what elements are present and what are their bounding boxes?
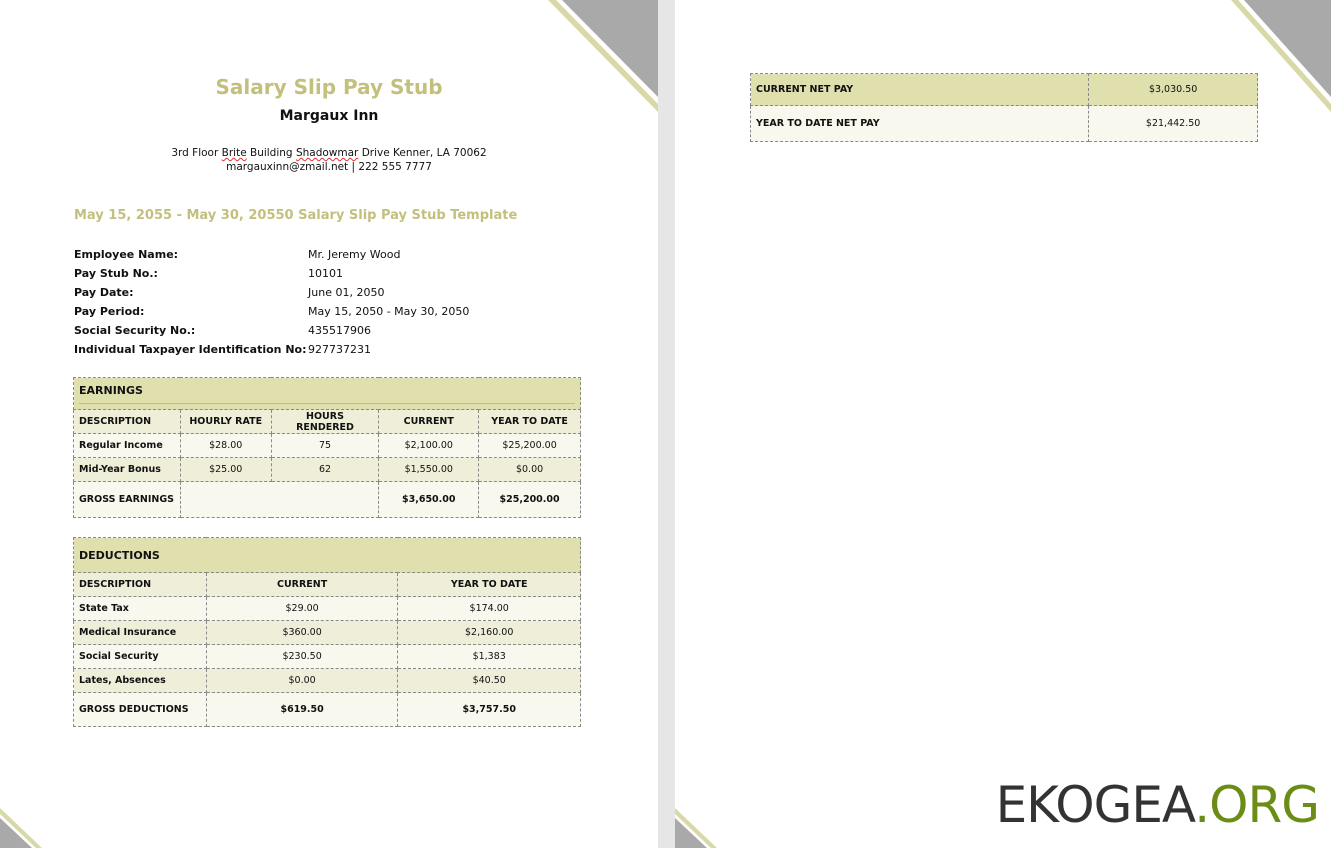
table-row <box>74 645 581 669</box>
info-label: Social Security No.: <box>74 324 196 337</box>
table-cell: Medical Insurance <box>74 621 207 645</box>
table-cell: $1,550.00 <box>379 458 479 482</box>
page-corner-decoration-bottom <box>0 808 45 848</box>
net-pay-row <box>751 74 1258 106</box>
company-contact <box>0 146 658 174</box>
column-header: YEAR TO DATE <box>479 410 581 434</box>
earnings-column-headers <box>74 410 581 434</box>
site-watermark <box>995 776 1319 834</box>
net-pay-value: $3,030.50 <box>1089 74 1258 106</box>
info-label: Employee Name: <box>74 248 179 261</box>
column-header: DESCRIPTION <box>74 410 181 434</box>
net-pay-label: YEAR TO DATE NET PAY <box>751 106 1089 142</box>
info-value: Mr. Jeremy Wood <box>308 248 401 261</box>
document-title: Salary Slip Pay Stub <box>215 75 443 99</box>
table-row <box>74 434 581 458</box>
address-text: Drive Kenner, LA 70062 <box>358 147 487 159</box>
company-email-phone: margauxinn@zmail.net | 222 555 7777 <box>226 161 432 173</box>
table-cell: $360.00 <box>206 621 398 645</box>
info-value: 927737231 <box>308 343 371 356</box>
total-label: GROSS EARNINGS <box>74 482 181 518</box>
earnings-title-text: EARNINGS <box>79 384 575 404</box>
table-cell: $28.00 <box>180 434 271 458</box>
table-cell: 62 <box>271 458 379 482</box>
address-text: 3rd Floor <box>171 147 222 159</box>
info-row <box>74 302 469 321</box>
earnings-table <box>73 377 581 518</box>
table-cell: $0.00 <box>206 669 398 693</box>
earnings-header-row <box>74 378 581 410</box>
info-value: June 01, 2050 <box>308 286 385 299</box>
address-text-spellcheck: Brite <box>221 147 247 159</box>
info-row <box>74 245 469 264</box>
net-pay-label: CURRENT NET PAY <box>751 74 1089 106</box>
earnings-title <box>74 378 581 410</box>
info-label: Pay Stub No.: <box>74 267 158 280</box>
info-label: Individual Taxpayer Identification No: <box>74 343 307 356</box>
column-header: HOURS RENDERED <box>271 410 379 434</box>
column-header: CURRENT <box>379 410 479 434</box>
watermark-suffix: .ORG <box>1194 776 1319 834</box>
info-label: Pay Date: <box>74 286 134 299</box>
info-row <box>74 340 469 359</box>
table-cell: $25,200.00 <box>479 434 581 458</box>
info-label: Pay Period: <box>74 305 145 318</box>
table-row <box>74 597 581 621</box>
info-value: 10101 <box>308 267 343 280</box>
table-cell: State Tax <box>74 597 207 621</box>
table-row <box>74 458 581 482</box>
table-cell: $25.00 <box>180 458 271 482</box>
deductions-total-row <box>74 693 581 727</box>
table-cell: $174.00 <box>398 597 581 621</box>
table-cell: Mid-Year Bonus <box>74 458 181 482</box>
net-pay-table <box>750 73 1258 142</box>
pay-period-heading: May 15, 2055 - May 30, 20550 Salary Slip Pay Stub Template <box>74 208 518 223</box>
table-row <box>74 621 581 645</box>
table-cell: $2,160.00 <box>398 621 581 645</box>
column-header: YEAR TO DATE <box>398 573 581 597</box>
employee-info <box>74 245 469 359</box>
table-cell: $0.00 <box>479 458 581 482</box>
total-current: $3,650.00 <box>379 482 479 518</box>
info-value: 435517906 <box>308 324 371 337</box>
column-header: DESCRIPTION <box>74 573 207 597</box>
total-label: GROSS DEDUCTIONS <box>74 693 207 727</box>
company-name: Margaux Inn <box>279 108 379 124</box>
table-cell: Regular Income <box>74 434 181 458</box>
column-header: CURRENT <box>206 573 398 597</box>
table-cell: $1,383 <box>398 645 581 669</box>
table-cell: Social Security <box>74 645 207 669</box>
table-cell: $29.00 <box>206 597 398 621</box>
total-current: $619.50 <box>206 693 398 727</box>
info-row <box>74 321 469 340</box>
empty-cell <box>180 482 379 518</box>
company-address <box>0 146 658 160</box>
info-row <box>74 264 469 283</box>
table-cell: Lates, Absences <box>74 669 207 693</box>
earnings-total-row <box>74 482 581 518</box>
table-cell: $2,100.00 <box>379 434 479 458</box>
total-ytd: $3,757.50 <box>398 693 581 727</box>
address-text-spellcheck: Shadowmar <box>295 147 359 159</box>
document-page-1 <box>0 0 658 848</box>
page-corner-decoration-bottom <box>675 808 720 848</box>
deductions-column-headers <box>74 573 581 597</box>
watermark-text: EKOGEA <box>995 776 1195 834</box>
table-row <box>74 669 581 693</box>
deductions-header-row <box>74 538 581 573</box>
document-page-2 <box>675 0 1331 848</box>
net-pay-value: $21,442.50 <box>1089 106 1258 142</box>
address-text: Building <box>246 147 296 159</box>
info-value: May 15, 2050 - May 30, 2050 <box>308 305 470 318</box>
table-cell: $230.50 <box>206 645 398 669</box>
column-header: HOURLY RATE <box>180 410 271 434</box>
deductions-title: DEDUCTIONS <box>74 538 581 573</box>
net-pay-row <box>751 106 1258 142</box>
table-cell: 75 <box>271 434 379 458</box>
total-ytd: $25,200.00 <box>479 482 581 518</box>
deductions-table <box>73 537 581 727</box>
info-row <box>74 283 469 302</box>
table-cell: $40.50 <box>398 669 581 693</box>
